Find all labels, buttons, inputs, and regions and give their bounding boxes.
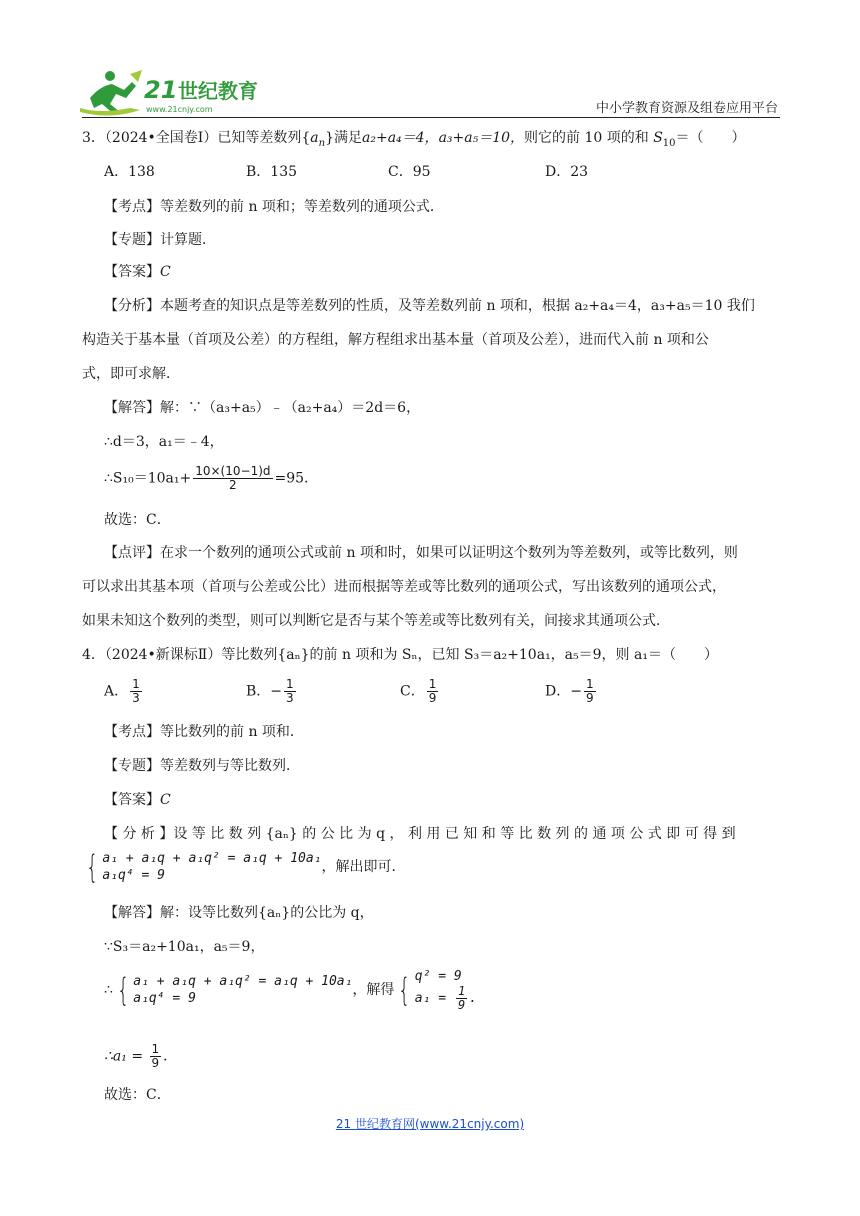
q4-answer: 【答案】C (104, 792, 171, 808)
q4-jieda-3: ∴ { a₁ + a₁q + a₁q² = a₁q + 10a₁ a₁q⁴ = 9 ，解得 { q² = 9 a₁ = $\frac{1}{9}$ . (104, 969, 477, 1012)
svg-text:www.21cnjy.com: www.21cnjy.com (146, 105, 213, 114)
q3-fenxi-3: 式，即可求解． (82, 366, 180, 382)
q3-zhuanti: 【专题】计算题． (104, 232, 216, 248)
q3-answer: 【答案】C (104, 264, 171, 280)
q3-fenxi-2: 构造关于基本量（首项及公差）的方程组，解方程组求出基本量（首项及公差），进而代入前 n 项和公 (82, 332, 709, 348)
q3-dianping-3: 如果未知这个数列的类型，则可以判断它是否与某个等差或等比数列有关，间接求其通项公式． (82, 613, 670, 629)
q3-dianping-1: 【点评】在求一个数列的通项公式或前 n 项和时，如果可以证明这个数列为等差数列，或等比数列，则 (104, 545, 738, 561)
equation-system: a₁ + a₁q + a₁q² = a₁q + 10a₁ a₁q⁴ = 9 (102, 851, 322, 883)
q3-option-a: A．138 (104, 164, 155, 180)
q4-jieda-4: ∴a₁ = $\frac{1}{9}$ ． (104, 1042, 178, 1070)
q4-option-c: C． $\frac{1}{9}$ (400, 677, 437, 705)
platform-title: 中小学教育资源及组卷应用平台 (595, 101, 778, 116)
q4-fenxi-1: 【 分 析 】设 等 比 数 列 {aₙ} 的 公 比 为 q ， 利 用 已 知 和 等 比 数 列 的 通 项 公 式 即 可 得 到 (104, 826, 736, 842)
q4-jieda-2: ∵S₃＝a₂+10a₁，a₅＝9， (104, 939, 265, 955)
q3-fenxi-1: 【分析】本题考查的知识点是等差数列的性质，及等差数列前 n 项和，根据 a₂+a₄＝4，a₃+a₅＝10 我们 (104, 298, 755, 314)
q4-stem: 4．（2024•新课标Ⅱ）等比数列{aₙ}的前 n 项和为 Sₙ，已知 S₃＝a₂+10a₁，a₅＝9，则 a₁＝（ ） (82, 647, 718, 663)
q3-stem: 3．（2024•全国卷Ⅰ）已知等差数列$\{a_n\}$满足a₂+a₄＝4，a₃+a₅＝10，则它的前 10 项的和 $S_{10}=$（ ） (82, 130, 746, 149)
site-logo (80, 68, 260, 118)
footer-link[interactable]: 21 世纪教育网(www.21cnjy.com) (335, 1117, 525, 1131)
q4-jieda-1: 【解答】解：设等比数列{aₙ}的公比为 q， (104, 905, 374, 921)
q4-option-a: A． $\frac{1}{3}$ (104, 677, 140, 705)
q3-jieda-3: ∴S₁₀＝10a₁+ $\frac{10\times(10-1)d}{2}$ =95． (104, 464, 319, 492)
q3-option-b: B．135 (246, 164, 298, 180)
q3-kaodian: 【考点】等差数列的前 n 项和；等差数列的通项公式． (104, 199, 444, 215)
q3-dianping-2: 可以求出其基本项（首项与公差或公比）进而根据等差或等比数列的通项公式，写出该数列的通项公式， (82, 579, 726, 595)
fraction: $\frac{10\times(10-1)d}{2}$ (195, 464, 271, 492)
q3-option-d: D．23 (545, 164, 589, 180)
q3-xuan: 故选：C． (104, 512, 171, 528)
runner-logo-icon (80, 68, 260, 118)
svg-text:世纪教育: 世纪教育 (178, 79, 258, 103)
q4-zhuanti: 【专题】等差数列与等比数列． (104, 758, 300, 774)
q4-fenxi-system: { a₁ + a₁q + a₁q² = a₁q + 10a₁ a₁q⁴ = 9 ，解出即可． (86, 848, 406, 886)
header-divider (82, 117, 780, 118)
q3-jieda-1: 【解答】解：∵（a₃+a₅）﹣（a₂+a₄）＝2d＝6， (104, 400, 421, 416)
q4-option-b: B．− $\frac{1}{3}$ (246, 677, 294, 705)
q3-option-c: C．95 (388, 164, 431, 180)
q4-option-d: D．− $\frac{1}{9}$ (545, 677, 594, 705)
q4-kaodian: 【考点】等比数列的前 n 项和． (104, 724, 304, 740)
q4-xuan: 故选：C． (104, 1087, 171, 1103)
q3-jieda-2: ∴d＝3，a₁＝﹣4， (104, 434, 224, 450)
svg-text:21: 21 (144, 76, 178, 104)
